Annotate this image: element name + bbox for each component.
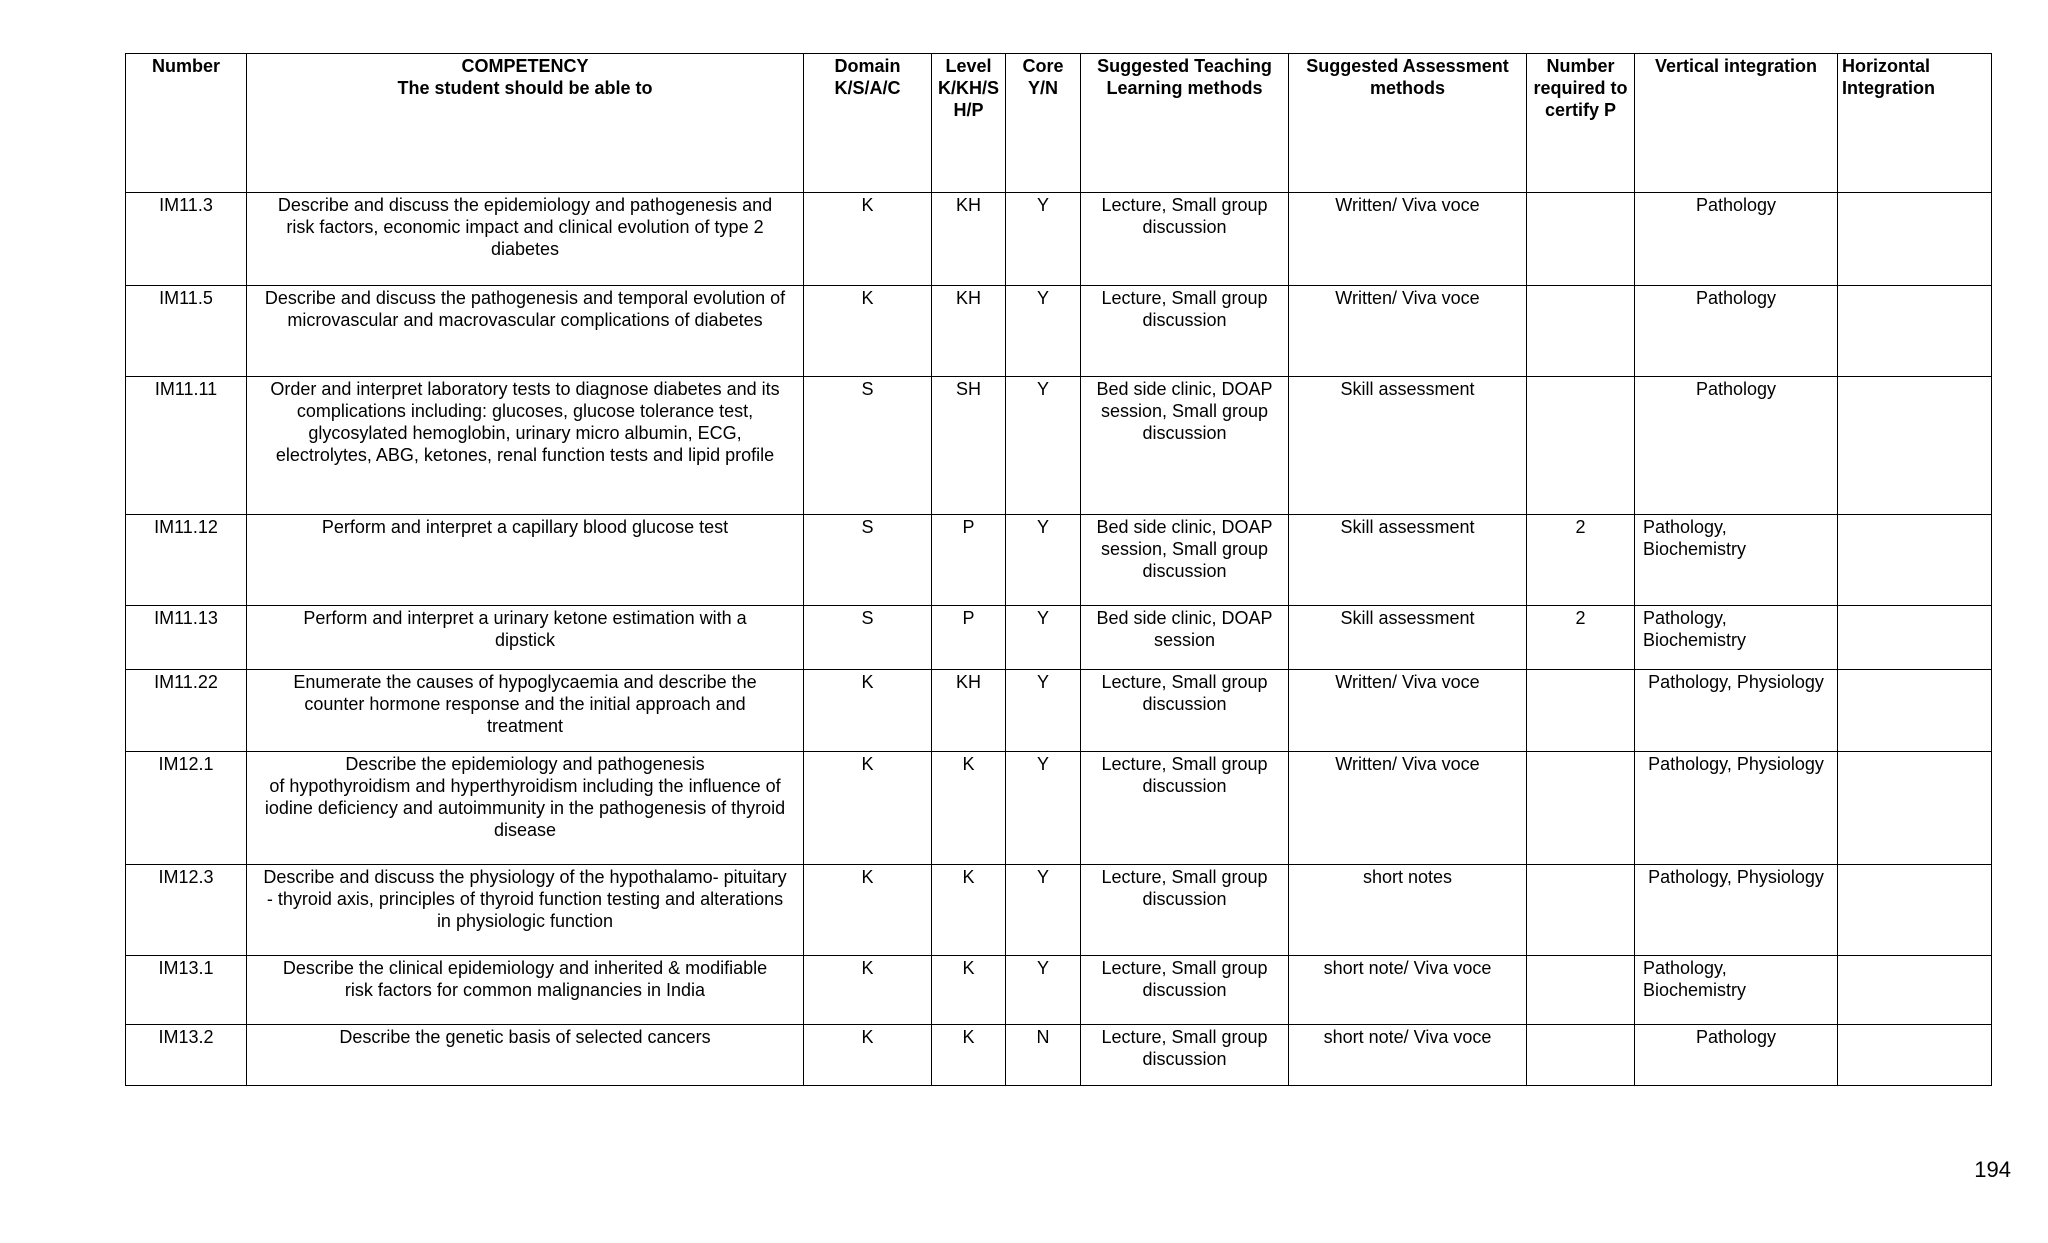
cell-teaching-methods-line: Lecture, Small group [1101, 1027, 1268, 1047]
cell-assessment-methods-text: Written/ Viva voce [1335, 754, 1480, 774]
header-teaching-methods: Suggested Teaching Learning methods [1081, 54, 1289, 193]
cell-assessment-methods [1289, 606, 1527, 670]
cell-assessment-methods-text: Written/ Viva voce [1335, 672, 1480, 692]
cell-domain [804, 286, 932, 377]
table-row [126, 956, 1992, 1025]
cell-number [126, 865, 247, 956]
cell-number-text: IM13.1 [158, 958, 214, 978]
cell-competency [247, 865, 804, 956]
cell-core-text: Y [1036, 867, 1049, 887]
table-body [126, 193, 1992, 1086]
cell-level [932, 956, 1006, 1025]
cell-teaching-methods-line: Bed side clinic, DOAP [1096, 608, 1273, 628]
cell-domain [804, 956, 932, 1025]
cell-core [1006, 1025, 1081, 1086]
cell-level-text: K [962, 958, 975, 978]
cell-competency [247, 193, 804, 286]
cell-domain [804, 193, 932, 286]
cell-assessment-methods [1289, 752, 1527, 865]
cell-competency-line: Describe and discuss the physiology of the hypothalamo- pituitary [263, 867, 787, 887]
cell-domain-text: K [861, 1027, 874, 1047]
cell-vertical-integration [1635, 515, 1838, 606]
cell-competency-line: dipstick [494, 630, 556, 650]
cell-competency-line: risk factors for common malignancies in India [344, 980, 706, 1000]
table-row [126, 670, 1992, 752]
cell-assessment-methods [1289, 193, 1527, 286]
cell-core [1006, 606, 1081, 670]
cell-level-text: KH [955, 288, 981, 308]
cell-number-required [1527, 286, 1635, 377]
cell-teaching-methods [1081, 1025, 1289, 1086]
cell-core [1006, 956, 1081, 1025]
cell-number [126, 606, 247, 670]
cell-number-required [1527, 193, 1635, 286]
cell-number-required [1527, 865, 1635, 956]
cell-domain-text: K [861, 672, 874, 692]
cell-number-text: IM12.1 [158, 754, 214, 774]
cell-number-required-text: 2 [1575, 517, 1586, 537]
cell-teaching-methods-line: Bed side clinic, DOAP [1096, 517, 1273, 537]
cell-number-text: IM13.2 [158, 1027, 214, 1047]
cell-competency-line: disease [493, 820, 557, 840]
cell-competency [247, 1025, 804, 1086]
cell-domain-text: S [861, 517, 874, 537]
cell-number-text: IM11.13 [154, 608, 218, 628]
cell-teaching-methods-line: Lecture, Small group [1101, 195, 1268, 215]
cell-assessment-methods-text: short notes [1362, 867, 1453, 887]
cell-number-text: IM11.5 [159, 288, 213, 308]
cell-vertical-integration-line: Pathology [1695, 379, 1777, 399]
cell-level [932, 606, 1006, 670]
cell-assessment-methods-text: Skill assessment [1340, 379, 1475, 399]
cell-competency-line: electrolytes, ABG, ketones, renal function tests and lipid profile [275, 445, 775, 465]
cell-core [1006, 515, 1081, 606]
header-horizontal-integration: Horizontal Integration [1838, 54, 1992, 193]
cell-number-required [1527, 1025, 1635, 1086]
cell-competency-line: of hypothyroidism and hyperthyroidism including the influence of [269, 776, 781, 796]
cell-assessment-methods-text: Written/ Viva voce [1335, 288, 1480, 308]
cell-competency-line: complications including: glucoses, glucose tolerance test, [296, 401, 754, 421]
cell-level [932, 1025, 1006, 1086]
cell-core-text: Y [1036, 958, 1049, 978]
cell-competency [247, 956, 804, 1025]
cell-competency-line: risk factors, economic impact and clinical evolution of type 2 [286, 217, 764, 237]
cell-number [126, 956, 247, 1025]
cell-level [932, 515, 1006, 606]
cell-teaching-methods-line: discussion [1142, 217, 1227, 237]
cell-number-required [1527, 606, 1635, 670]
cell-assessment-methods [1289, 670, 1527, 752]
header-assessment-methods: Suggested Assessment methods [1289, 54, 1527, 193]
cell-domain-text: K [861, 754, 874, 774]
cell-level-text: KH [955, 672, 981, 692]
table-row [126, 515, 1992, 606]
table-row [126, 193, 1992, 286]
cell-number-required [1527, 670, 1635, 752]
cell-level-text: K [962, 867, 975, 887]
table-row [126, 1025, 1992, 1086]
cell-vertical-integration-line: Biochemistry [1643, 539, 1747, 559]
cell-vertical-integration [1635, 193, 1838, 286]
cell-vertical-integration [1635, 752, 1838, 865]
cell-level-text: SH [955, 379, 981, 399]
cell-domain [804, 752, 932, 865]
cell-level-text: P [962, 608, 975, 628]
cell-domain [804, 515, 932, 606]
cell-teaching-methods [1081, 377, 1289, 515]
cell-vertical-integration-line: Pathology, Physiology [1648, 867, 1824, 887]
cell-number [126, 515, 247, 606]
cell-domain-text: K [861, 867, 874, 887]
cell-teaching-methods-line: session, Small group [1100, 401, 1269, 421]
cell-horizontal-integration [1838, 286, 1992, 377]
cell-assessment-methods-text: Written/ Viva voce [1335, 195, 1480, 215]
table-row [126, 377, 1992, 515]
competency-table [125, 53, 1992, 1086]
cell-vertical-integration [1635, 286, 1838, 377]
cell-vertical-integration-line: Pathology, [1643, 608, 1727, 628]
cell-core-text: Y [1036, 517, 1049, 537]
cell-teaching-methods-line: discussion [1142, 694, 1227, 714]
cell-number-text: IM11.11 [154, 379, 218, 399]
cell-level-text: K [962, 754, 975, 774]
cell-core [1006, 193, 1081, 286]
cell-teaching-methods-line: session, Small group [1100, 539, 1269, 559]
cell-assessment-methods [1289, 956, 1527, 1025]
header-row [126, 54, 1992, 193]
cell-competency [247, 377, 804, 515]
cell-number-text: IM12.3 [158, 867, 214, 887]
cell-core [1006, 752, 1081, 865]
cell-competency-line: Describe the epidemiology and pathogenesis [345, 754, 705, 774]
cell-competency [247, 515, 804, 606]
cell-competency-line: diabetes [490, 239, 560, 259]
cell-core-text: Y [1036, 608, 1049, 628]
cell-number-text: IM11.3 [159, 195, 213, 215]
cell-assessment-methods [1289, 515, 1527, 606]
cell-competency-line: Describe the clinical epidemiology and inherited & modifiable [282, 958, 768, 978]
cell-teaching-methods [1081, 606, 1289, 670]
cell-teaching-methods [1081, 956, 1289, 1025]
cell-competency-line: in physiologic function [436, 911, 614, 931]
cell-level-text: KH [955, 195, 981, 215]
cell-core-text: N [1036, 1027, 1050, 1047]
cell-vertical-integration-line: Pathology [1695, 288, 1777, 308]
cell-teaching-methods-line: Lecture, Small group [1101, 288, 1268, 308]
cell-horizontal-integration [1838, 1025, 1992, 1086]
cell-core-text: Y [1036, 288, 1049, 308]
cell-number-required [1527, 752, 1635, 865]
cell-number-required [1527, 956, 1635, 1025]
cell-assessment-methods-text: Skill assessment [1340, 608, 1475, 628]
cell-number-required-text: 2 [1575, 608, 1586, 628]
cell-teaching-methods-line: discussion [1142, 561, 1227, 581]
cell-competency-line: iodine deficiency and autoimmunity in the pathogenesis of thyroid [264, 798, 786, 818]
cell-vertical-integration [1635, 377, 1838, 515]
cell-teaching-methods-line: discussion [1142, 980, 1227, 1000]
table-row [126, 752, 1992, 865]
header-number: Number [126, 54, 247, 193]
cell-horizontal-integration [1838, 956, 1992, 1025]
cell-level [932, 193, 1006, 286]
cell-core-text: Y [1036, 195, 1049, 215]
cell-teaching-methods [1081, 670, 1289, 752]
cell-teaching-methods-line: Lecture, Small group [1101, 672, 1268, 692]
cell-assessment-methods-text: short note/ Viva voce [1323, 1027, 1492, 1047]
cell-level-text: K [962, 1027, 975, 1047]
header-vertical-integration: Vertical integration [1635, 54, 1838, 193]
cell-number-required [1527, 515, 1635, 606]
cell-vertical-integration-line: Pathology, Physiology [1648, 672, 1824, 692]
cell-horizontal-integration [1838, 865, 1992, 956]
cell-level-text: P [962, 517, 975, 537]
cell-core-text: Y [1036, 379, 1049, 399]
cell-vertical-integration-line: Pathology, [1643, 517, 1727, 537]
cell-vertical-integration [1635, 865, 1838, 956]
cell-assessment-methods-text: short note/ Viva voce [1323, 958, 1492, 978]
header-domain: Domain K/S/A/C [804, 54, 932, 193]
cell-domain-text: K [861, 288, 874, 308]
cell-domain [804, 865, 932, 956]
cell-teaching-methods-line: discussion [1142, 1049, 1227, 1069]
cell-number-required [1527, 377, 1635, 515]
cell-number-text: IM11.22 [154, 672, 218, 692]
cell-core [1006, 377, 1081, 515]
table-row [126, 865, 1992, 956]
cell-number-text: IM11.12 [154, 517, 218, 537]
cell-teaching-methods [1081, 515, 1289, 606]
cell-vertical-integration [1635, 1025, 1838, 1086]
cell-competency-line: Order and interpret laboratory tests to diagnose diabetes and its [270, 379, 780, 399]
cell-horizontal-integration [1838, 606, 1992, 670]
cell-assessment-methods [1289, 286, 1527, 377]
cell-horizontal-integration [1838, 670, 1992, 752]
header-level: Level K/KH/S H/P [932, 54, 1006, 193]
cell-number [126, 752, 247, 865]
cell-level [932, 865, 1006, 956]
cell-assessment-methods [1289, 377, 1527, 515]
table-row [126, 606, 1992, 670]
cell-competency [247, 752, 804, 865]
cell-horizontal-integration [1838, 377, 1992, 515]
cell-teaching-methods-line: Lecture, Small group [1101, 958, 1268, 978]
cell-competency [247, 286, 804, 377]
cell-domain-text: S [861, 608, 874, 628]
cell-teaching-methods-line: Lecture, Small group [1101, 867, 1268, 887]
cell-number [126, 670, 247, 752]
cell-vertical-integration-line: Pathology, [1643, 958, 1727, 978]
cell-level [932, 752, 1006, 865]
cell-competency-line: Describe and discuss the pathogenesis and temporal evolution of [264, 288, 786, 308]
cell-domain [804, 377, 932, 515]
cell-core-text: Y [1036, 754, 1049, 774]
cell-competency-line: counter hormone response and the initial approach and [304, 694, 746, 714]
cell-domain [804, 1025, 932, 1086]
cell-number [126, 193, 247, 286]
cell-competency [247, 606, 804, 670]
cell-number [126, 377, 247, 515]
cell-vertical-integration-line: Pathology [1695, 1027, 1777, 1047]
cell-domain [804, 670, 932, 752]
cell-teaching-methods [1081, 752, 1289, 865]
cell-domain-text: K [861, 958, 874, 978]
cell-domain-text: K [861, 195, 874, 215]
cell-teaching-methods [1081, 865, 1289, 956]
cell-competency-line: microvascular and macrovascular complications of diabetes [287, 310, 763, 330]
cell-assessment-methods [1289, 865, 1527, 956]
cell-vertical-integration-line: Pathology, Physiology [1648, 754, 1824, 774]
cell-competency-line: glycosylated hemoglobin, urinary micro albumin, ECG, [308, 423, 742, 443]
cell-level [932, 670, 1006, 752]
cell-competency-line: Describe the genetic basis of selected cancers [339, 1027, 711, 1047]
cell-competency-line: Describe and discuss the epidemiology and pathogenesis and [277, 195, 773, 215]
cell-competency-line: Enumerate the causes of hypoglycaemia and describe the [293, 672, 757, 692]
cell-teaching-methods-line: discussion [1142, 423, 1227, 443]
table-row [126, 286, 1992, 377]
cell-vertical-integration [1635, 670, 1838, 752]
cell-teaching-methods-line: discussion [1142, 310, 1227, 330]
cell-assessment-methods-text: Skill assessment [1340, 517, 1475, 537]
cell-teaching-methods-line: Bed side clinic, DOAP [1096, 379, 1273, 399]
cell-teaching-methods-line: discussion [1142, 889, 1227, 909]
page-number: 194 [1974, 1157, 2011, 1182]
cell-teaching-methods [1081, 286, 1289, 377]
cell-number [126, 286, 247, 377]
cell-horizontal-integration [1838, 193, 1992, 286]
cell-vertical-integration-line: Biochemistry [1643, 630, 1747, 650]
header-competency: COMPETENCY The student should be able to [247, 54, 804, 193]
cell-vertical-integration-line: Pathology [1695, 195, 1777, 215]
cell-domain [804, 606, 932, 670]
cell-assessment-methods [1289, 1025, 1527, 1086]
cell-teaching-methods-line: Lecture, Small group [1101, 754, 1268, 774]
cell-level [932, 286, 1006, 377]
cell-teaching-methods [1081, 193, 1289, 286]
cell-competency-line: - thyroid axis, principles of thyroid function testing and alterations [266, 889, 784, 909]
cell-core [1006, 865, 1081, 956]
header-number-required: Number required to certify P [1527, 54, 1635, 193]
cell-vertical-integration [1635, 606, 1838, 670]
cell-vertical-integration-line: Biochemistry [1643, 980, 1747, 1000]
header-core: Core Y/N [1006, 54, 1081, 193]
cell-horizontal-integration [1838, 515, 1992, 606]
cell-competency [247, 670, 804, 752]
cell-core-text: Y [1036, 672, 1049, 692]
cell-domain-text: S [861, 379, 874, 399]
cell-teaching-methods-line: discussion [1142, 776, 1227, 796]
cell-competency-line: treatment [486, 716, 564, 736]
cell-competency-line: Perform and interpret a capillary blood glucose test [321, 517, 729, 537]
cell-core [1006, 670, 1081, 752]
cell-core [1006, 286, 1081, 377]
cell-vertical-integration [1635, 956, 1838, 1025]
cell-horizontal-integration [1838, 752, 1992, 865]
cell-teaching-methods-line: session [1153, 630, 1216, 650]
cell-number [126, 1025, 247, 1086]
cell-level [932, 377, 1006, 515]
cell-competency-line: Perform and interpret a urinary ketone estimation with a [303, 608, 747, 628]
